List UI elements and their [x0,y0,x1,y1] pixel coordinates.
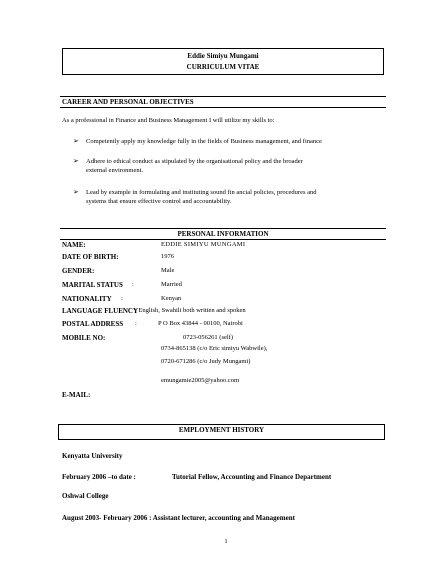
marital-colon: : [132,281,134,288]
mobile-label: MOBILE NO: [62,334,106,342]
mobile-2: 0734-865138 (c/o Eric simiyu Wabwile), [161,345,268,352]
candidate-name: Eddie Simiyu Mungami [187,52,259,60]
objective-1: Competently apply my knowledge fully in the fields of Business management, and finance [86,138,322,145]
employer-1: Kenyatta University [62,452,123,460]
bullet-arrow-icon: ➢ [73,188,79,196]
mobile-3: 0720-671286 (c/o Judy Mungami) [161,358,251,365]
postal-value: P O Box 43844 - 00100, Nairobi [158,320,243,327]
marital-value: Married [161,281,182,288]
nationality-colon: : [121,295,123,302]
marital-label: MARITAL STATUS [62,281,123,289]
language-value: : English, Swahili both written and spoken [135,307,246,314]
postal-label: POSTAL ADDRESS [62,320,124,328]
mobile-1: 0723-056261 (self) [183,334,234,341]
gender-label: GENDER: [62,267,95,275]
name-value: EDDIE SIMIYU MUNGAMI [161,241,246,248]
email-value: emungamie2005@yahoo.com [161,377,240,384]
employer-2: Oshwal College [62,492,109,500]
language-label: LANGUAGE FLUENCY [62,307,139,315]
role-1: Tutorial Fellow, Accounting and Finance Department [172,473,332,481]
period-1: February 2006 –to date : [62,473,136,481]
email-label: E-MAIL: [62,391,91,399]
bullet-arrow-icon: ➢ [73,157,79,165]
gender-value: Male [161,267,175,274]
nationality-value: Kenyan [161,295,182,302]
objectives-top-rule [60,96,386,97]
name-label: NAME: [62,241,86,249]
document-title: CURRICULUM VITAE [186,63,260,71]
header-box [62,48,384,75]
personal-bottom-rule [60,239,386,240]
objective-2-line-2: external environment. [86,167,144,174]
page-number: 1 [224,538,228,545]
objectives-intro: As a professional in Finance and Business Management I will utilize my skills to: [62,117,275,124]
employment-heading-box [58,424,385,440]
employment-heading: EMPLOYMENT HISTORY [178,426,265,434]
dob-value: 1976 [161,253,174,260]
objective-3-line-1: Lead by example in formulating and instituting sound fin ancial policies, procedures and [86,189,317,196]
nationality-label: NATIONALITY [62,295,112,303]
objectives-bottom-rule [60,107,386,108]
personal-top-rule [60,228,386,229]
objectives-heading: CAREER AND PERSONAL OBJECTIVES [62,98,194,106]
period-role-2: August 2003- February 2006 : Assistant lecturer, accounting and Management [62,514,295,522]
objective-2-line-1: Adhere to ethical conduct as stipulated by the organisational policy and the broader [86,158,303,165]
bullet-arrow-icon: ➢ [73,137,79,145]
dob-label: DATE OF BIRTH: [62,253,119,261]
postal-colon: : [135,320,137,327]
objective-3-line-2: systems that ensure effective control and accountability. [86,198,232,205]
personal-heading: PERSONAL INFORMATION [177,230,269,238]
